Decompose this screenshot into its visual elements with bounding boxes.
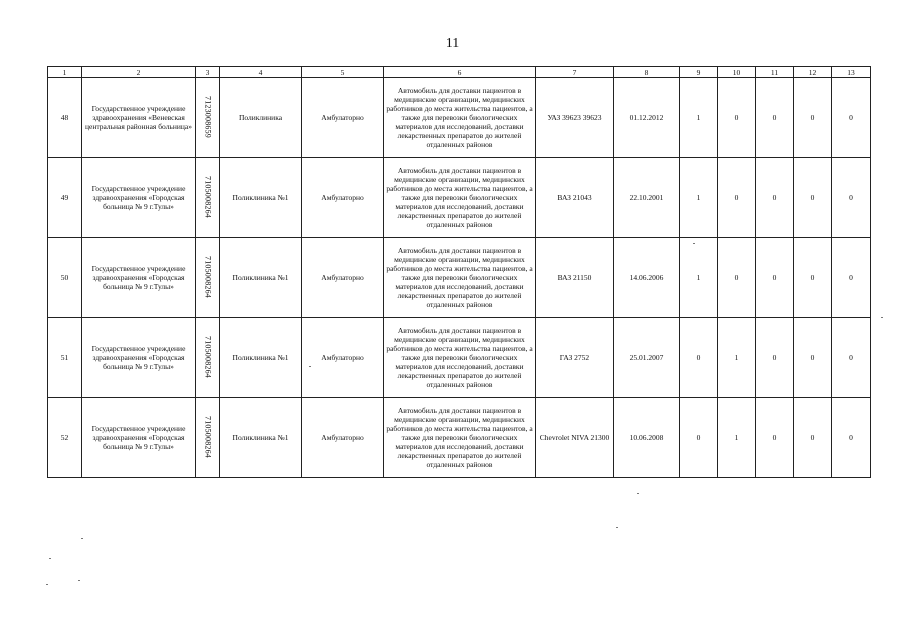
scan-speck [637, 493, 639, 494]
column-header-10: 10 [718, 67, 756, 78]
column-header-5: 5 [302, 67, 384, 78]
division-name: Поликлиника [220, 78, 302, 158]
vehicle-purpose: Автомобиль для доставки пациентов в медицинские организации, медицинских работников до места жительства пациентов, а также для перевозки биологических материалов для исследований, доставки лекарственных препаратов до жителей отдаленных районов [384, 158, 536, 238]
inn-cell [196, 398, 220, 478]
inn-value: 7105008264 [203, 255, 213, 298]
value-col-11: 0 [756, 318, 794, 398]
value-col-10: 1 [718, 318, 756, 398]
vehicle-model: ВАЗ 21150 [536, 238, 614, 318]
scan-speck [881, 317, 883, 318]
value-col-11: 0 [756, 158, 794, 238]
value-col-11: 0 [756, 238, 794, 318]
scan-speck [81, 538, 83, 539]
value-col-9: 0 [680, 318, 718, 398]
table-row [48, 318, 871, 398]
value-col-13: 0 [832, 158, 871, 238]
page-number: 11 [445, 36, 460, 51]
table-row [48, 158, 871, 238]
inn-value: 7105008264 [203, 335, 213, 378]
row-number: 50 [48, 238, 82, 318]
registration-date: 22.10.2001 [614, 158, 680, 238]
value-col-13: 0 [832, 398, 871, 478]
organization-name: Государственное учреждение здравоохранения «Веневская центральная районная больница» [82, 78, 196, 158]
column-header-1: 1 [48, 67, 82, 78]
inn-value: 7123008659 [203, 95, 213, 138]
scan-speck [616, 527, 618, 528]
organization-name: Государственное учреждение здравоохранения «Городская больница № 9 г.Тулы» [82, 158, 196, 238]
inn-value: 7105008264 [203, 415, 213, 458]
registration-date: 01.12.2012 [614, 78, 680, 158]
division-name: Поликлиника №1 [220, 398, 302, 478]
column-header-3: 3 [196, 67, 220, 78]
care-type: Амбулаторно [302, 238, 384, 318]
column-header-11: 11 [756, 67, 794, 78]
value-col-12: 0 [794, 318, 832, 398]
value-col-9: 0 [680, 398, 718, 478]
vehicle-model: УАЗ 39623 39623 [536, 78, 614, 158]
column-header-6: 6 [384, 67, 536, 78]
column-header-7: 7 [536, 67, 614, 78]
column-header-4: 4 [220, 67, 302, 78]
care-type: Амбулаторно [302, 78, 384, 158]
value-col-9: 1 [680, 238, 718, 318]
vehicle-model: ВАЗ 21043 [536, 158, 614, 238]
column-header-9: 9 [680, 67, 718, 78]
table-row [48, 238, 871, 318]
value-col-10: 0 [718, 78, 756, 158]
registration-date: 14.06.2006 [614, 238, 680, 318]
vehicle-purpose: Автомобиль для доставки пациентов в медицинские организации, медицинских работников до места жительства пациентов, а также для перевозки биологических материалов для исследований, доставки лекарственных препаратов до жителей отдаленных районов [384, 238, 536, 318]
column-number-row [48, 67, 871, 78]
value-col-12: 0 [794, 238, 832, 318]
value-col-13: 0 [832, 318, 871, 398]
row-number: 52 [48, 398, 82, 478]
row-number: 51 [48, 318, 82, 398]
scan-speck [46, 584, 48, 585]
inn-cell [196, 78, 220, 158]
scan-speck [49, 558, 51, 559]
column-header-12: 12 [794, 67, 832, 78]
inn-cell [196, 158, 220, 238]
value-col-11: 0 [756, 398, 794, 478]
care-type: Амбулаторно [302, 158, 384, 238]
care-type: Амбулаторно [302, 398, 384, 478]
vehicle-purpose: Автомобиль для доставки пациентов в медицинские организации, медицинских работников до места жительства пациентов, а также для перевозки биологических материалов для исследований, доставки лекарственных препаратов до жителей отдаленных районов [384, 78, 536, 158]
inn-cell [196, 318, 220, 398]
division-name: Поликлиника №1 [220, 158, 302, 238]
division-name: Поликлиника №1 [220, 238, 302, 318]
value-col-9: 1 [680, 158, 718, 238]
organization-name: Государственное учреждение здравоохранения «Городская больница № 9 г.Тулы» [82, 238, 196, 318]
vehicle-purpose: Автомобиль для доставки пациентов в медицинские организации, медицинских работников до места жительства пациентов, а также для перевозки биологических материалов для исследований, доставки лекарственных препаратов до жителей отдаленных районов [384, 318, 536, 398]
value-col-10: 1 [718, 398, 756, 478]
value-col-13: 0 [832, 238, 871, 318]
vehicle-purpose: Автомобиль для доставки пациентов в медицинские организации, медицинских работников до места жительства пациентов, а также для перевозки биологических материалов для исследований, доставки лекарственных препаратов до жителей отдаленных районов [384, 398, 536, 478]
table-row [48, 398, 871, 478]
division-name: Поликлиника №1 [220, 318, 302, 398]
column-header-8: 8 [614, 67, 680, 78]
column-header-2: 2 [82, 67, 196, 78]
row-number: 48 [48, 78, 82, 158]
organization-name: Государственное учреждение здравоохранения «Городская больница № 9 г.Тулы» [82, 398, 196, 478]
row-number: 49 [48, 158, 82, 238]
value-col-13: 0 [832, 78, 871, 158]
value-col-12: 0 [794, 398, 832, 478]
inn-cell [196, 238, 220, 318]
value-col-12: 0 [794, 78, 832, 158]
vehicle-register-table [47, 66, 871, 478]
registration-date: 10.06.2008 [614, 398, 680, 478]
care-type: Амбулаторно [302, 318, 384, 398]
scan-speck [693, 243, 695, 244]
vehicle-model: Chevrolet NIVA 21300 [536, 398, 614, 478]
value-col-9: 1 [680, 78, 718, 158]
organization-name: Государственное учреждение здравоохранения «Городская больница № 9 г.Тулы» [82, 318, 196, 398]
registration-date: 25.01.2007 [614, 318, 680, 398]
vehicle-model: ГАЗ 2752 [536, 318, 614, 398]
value-col-10: 0 [718, 238, 756, 318]
scan-speck [78, 580, 80, 581]
table-row [48, 78, 871, 158]
value-col-10: 0 [718, 158, 756, 238]
value-col-11: 0 [756, 78, 794, 158]
scan-speck [309, 366, 311, 367]
inn-value: 7105008264 [203, 175, 213, 218]
column-header-13: 13 [832, 67, 871, 78]
value-col-12: 0 [794, 158, 832, 238]
